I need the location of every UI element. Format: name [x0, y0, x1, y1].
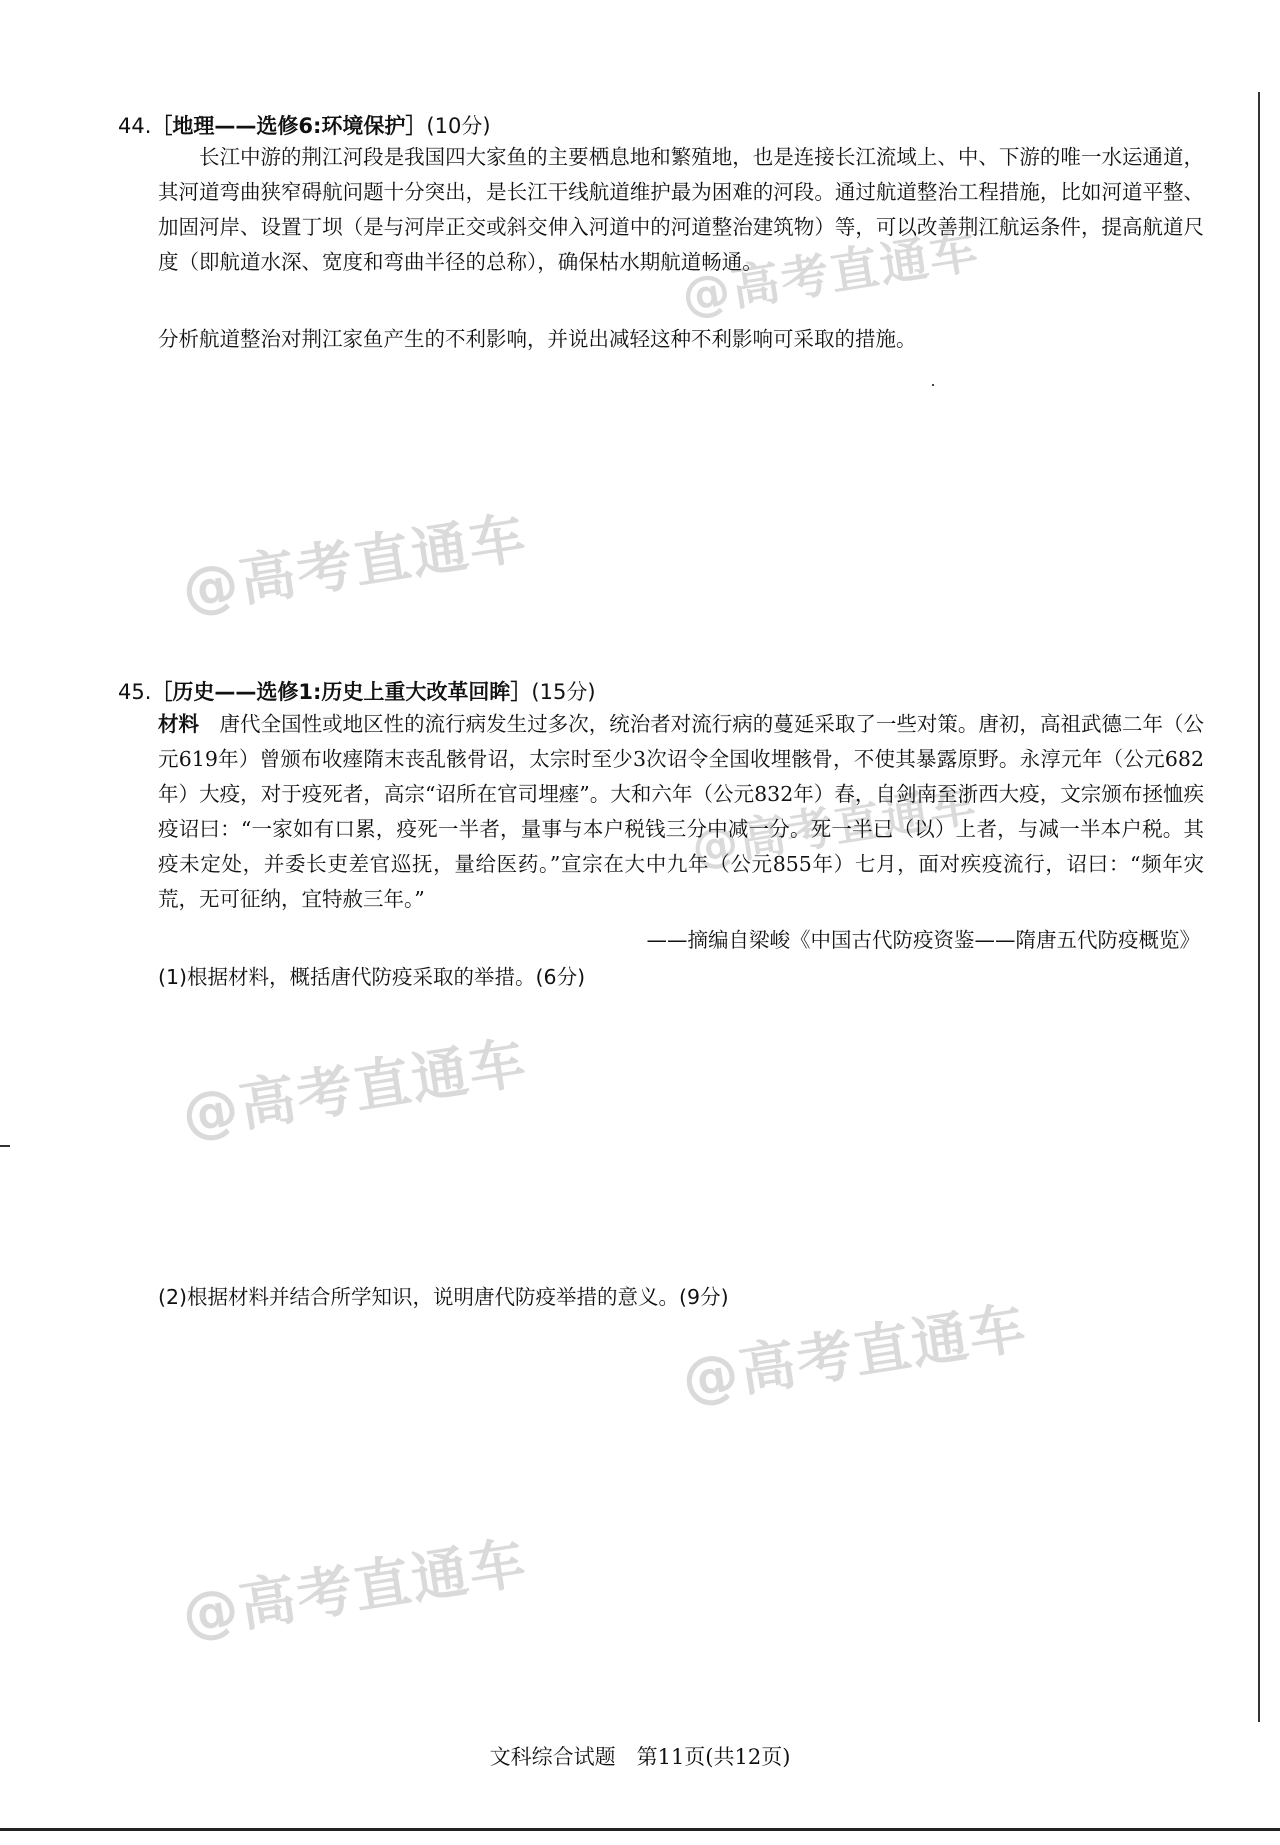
material-text: 唐代全国性或地区性的流行病发生过多次，统治者对流行病的蔓延采取了一些对策。唐初，高祖武德二年（公元619年）曾颁布收瘗隋末丧乱骸骨诏，太宗时至少3次诏令全国收埋骸骨，不使其暴露原野。永淳元年（公元682年）大疫，对于疫死者，高宗“诏所在官司埋瘗”。大和六年（公元832年）春，自剑南至浙西大疫，文宗颁布拯恤疾疫诏曰：“一家如有口累，疫死一半者，量事与本户税钱三分中减一分。死一半已（以）上者，与减一半本户税。其疫未定处，并委长吏差官巡抚，量给医药。”宣宗在大中九年（公元855年）七月，面对疾疫流行，诏曰：“频年灾荒，无可征纳，宜特赦三年。”	[158, 712, 1205, 911]
watermark: @高考直通车	[177, 1530, 532, 1649]
page-edge-bottom	[0, 1828, 1280, 1831]
watermark: @高考直通车	[688, 776, 981, 876]
q45-title	[118, 676, 596, 706]
q45-number: 45.	[118, 680, 152, 704]
material-label: 材料	[158, 712, 200, 736]
q44-score: (10分)	[426, 114, 491, 138]
ink-dot	[932, 384, 934, 386]
q44-number: 44.	[118, 114, 152, 138]
q45-material	[158, 707, 1204, 917]
q44-body	[158, 140, 1204, 280]
q44-title	[118, 110, 491, 140]
watermark: @高考直通车	[678, 222, 984, 326]
watermark: @高考直通车	[677, 1295, 1032, 1414]
q44-body-text: 长江中游的荆江河段是我国四大家鱼的主要栖息地和繁殖地，也是连接长江流域上、中、下游的唯一水运通道，其河道弯曲狭窄碍航问题十分突出，是长江干线航道维护最为困难的河段。通过航道整治工程措施，比如河道平整、加固河岸、设置丁坝（是与河岸正交或斜交伸入河道中的河道整治建筑物）等，可以改善荆江航运条件，提高航道尺度（即航道水深、宽度和弯曲半径的总称），确保枯水期航道畅通。	[158, 145, 1204, 274]
page-footer: 文科综合试题 第11页(共12页)	[489, 1745, 791, 1769]
watermark: @高考直通车	[177, 505, 532, 624]
q45-sub1: (1)根据材料，概括唐代防疫采取的举措。(6分)	[158, 965, 586, 989]
page-edge-tick	[0, 1145, 10, 1147]
q44-question: 分析航道整治对荆江家鱼产生的不利影响，并说出减轻这种不利影响可采取的措施。	[158, 327, 917, 351]
q45-tag: ［历史——选修1:历史上重大改革回眸］	[151, 680, 532, 704]
material-source: ——摘编自梁峻《中国古代防疫资鉴——隋唐五代防疫概览》	[646, 928, 1200, 952]
watermark: @高考直通车	[177, 1030, 532, 1149]
q45-sub2: (2)根据材料并结合所学知识，说明唐代防疫举措的意义。(9分)	[158, 1285, 729, 1309]
q45-score: (15分)	[531, 680, 596, 704]
page-edge-right	[1258, 92, 1260, 1722]
q44-tag: ［地理——选修6:环境保护］	[151, 114, 427, 138]
